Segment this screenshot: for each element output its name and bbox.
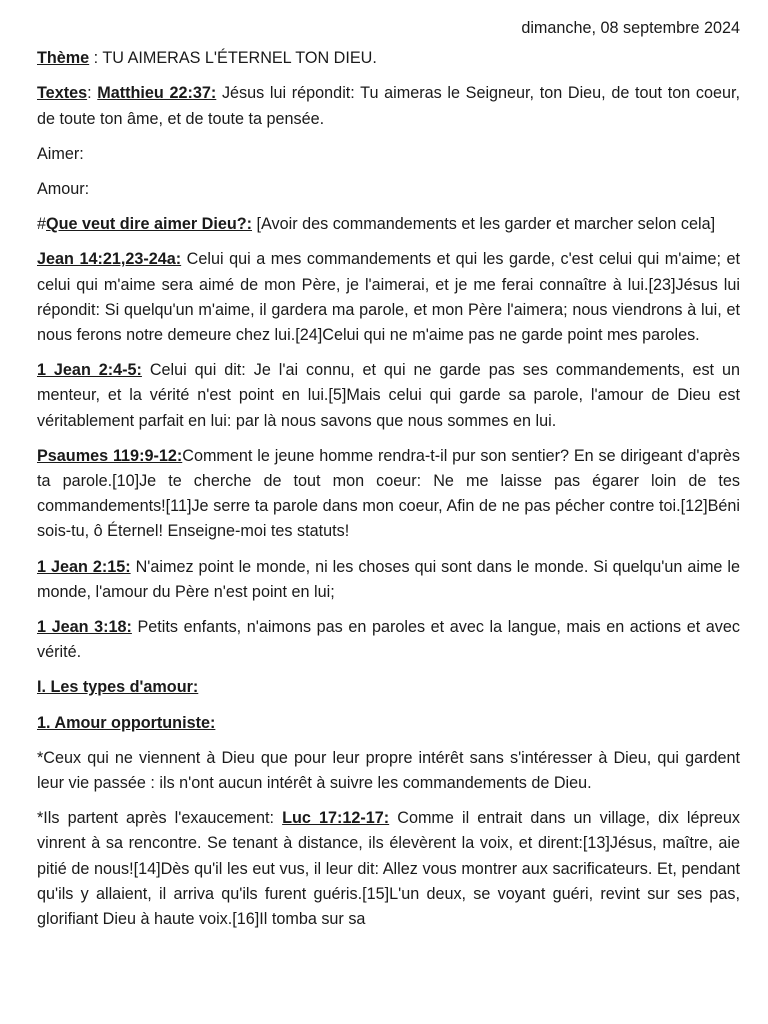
verse-reference: 1 Jean 2:4-5:	[37, 361, 142, 380]
verse-paragraph	[37, 247, 740, 348]
theme-label: Thème	[37, 49, 90, 68]
amour-line: Amour:	[37, 180, 90, 199]
verse-reference: Jean 14:21,23-24a:	[37, 250, 182, 269]
verse-reference: Psaumes 119:9-12:	[37, 446, 183, 465]
textes-text: Jésus lui répondit: Tu aimeras le Seigneur, ton Dieu, de tout ton coeur, de toute ton âme, et de toute ta pensée.	[37, 84, 740, 128]
verse-paragraph	[37, 358, 740, 434]
verse-text: Comme il entrait dans un village, dix lépreux vinrent à sa rencontre. Se tenant à distance, ils élevèrent la voix, et dirent:[13]Jésus, maître, aie pitié de nous![14]Dès qu'il les eut vus, il leur dit: Allez vous montrer aux sacrificateurs. Et, pendant qu'ils y allaient, il arriva qu'ils furent guéris.[15]L'un deux, se voyant guéri, revint sur ses pas, glorifiant Dieu à haute voix.[16]Il tomba sur sa	[37, 809, 740, 929]
textes-label: Textes	[37, 84, 88, 103]
question-label: Que veut dire aimer Dieu?:	[46, 215, 253, 234]
question-prefix: #	[37, 215, 47, 234]
verse-text: Celui qui dit: Je l'ai connu, et qui ne garde pas ses commandements, est un menteur, et la vérité n'est point en lui.[5]Mais celui qui garde sa parole, l'amour de Dieu est véritablement parfait en lui: par là nous savons que nous sommes en lui.	[37, 361, 740, 430]
verse-text: Petits enfants, n'aimons pas en paroles et avec la langue, mais en actions et avec vérité.	[37, 618, 740, 662]
verse-text: N'aimez point le monde, ni les choses qui sont dans le monde. Si quelqu'un aime le monde, l'amour du Père n'est point en lui;	[37, 557, 740, 601]
question-text: [Avoir des commandements et les garder et marcher selon cela]	[252, 215, 716, 234]
section-heading-text: I. Les types d'amour:	[37, 678, 199, 697]
subsection-heading-text: 1. Amour opportuniste:	[37, 713, 216, 732]
textes-reference: Matthieu 22:37:	[97, 84, 217, 103]
verse-reference: Luc 17:12-17:	[282, 809, 390, 828]
verse-paragraph	[37, 555, 740, 605]
aimer-line: Aimer:	[37, 144, 84, 163]
textes-paragraph	[37, 81, 740, 131]
question-paragraph	[37, 212, 740, 237]
verse-text: Comment le jeune homme rendra-t-il pur son sentier? En se dirigeant d'après ta parole.[10]Je te cherche de tout mon coeur: Ne me laisse pas égarer loin de tes commandements![11]Je serre ta parole dans mon coeur, Afin de ne pas pécher contre toi.[12]Béni sois-tu, ô Éternel! Enseigne-moi tes statuts!	[37, 446, 740, 541]
verse-paragraph	[37, 444, 740, 545]
body-paragraph: *Ceux qui ne viennent à Dieu que pour leur propre intérêt sans s'intéresser à Dieu, qui gardent leur vie passée : ils n'ont aucun intérêt à suivre les commandements de Dieu.	[37, 748, 740, 793]
section-heading	[37, 675, 740, 700]
document-date: dimanche, 08 septembre 2024	[521, 19, 740, 37]
textes-sep: :	[87, 84, 98, 103]
body-paragraph	[37, 806, 740, 932]
verse-reference: 1 Jean 3:18:	[37, 618, 132, 637]
paragraph-prefix: *Ils partent après l'exaucement:	[37, 809, 283, 828]
subsection-heading	[37, 711, 740, 736]
theme-line	[37, 46, 740, 71]
verse-text: Celui qui a mes commandements et qui les garde, c'est celui qui m'aime; et celui qui m'aime sera aimé de mon Père, je l'aimerai, et je me ferai connaître à lui.[23]Jésus lui répondit: Si quelqu'un m'aime, il gardera ma parole, et mon Père l'aimera; nous viendrons à lui, et nous ferons notre demeure chez lui.[24]Celui qui ne m'aime pas ne garde point mes paroles.	[37, 250, 741, 345]
theme-text: : TU AIMERAS L'ÉTERNEL TON DIEU.	[89, 49, 377, 68]
verse-reference: 1 Jean 2:15:	[37, 557, 131, 576]
verse-paragraph	[37, 615, 740, 665]
